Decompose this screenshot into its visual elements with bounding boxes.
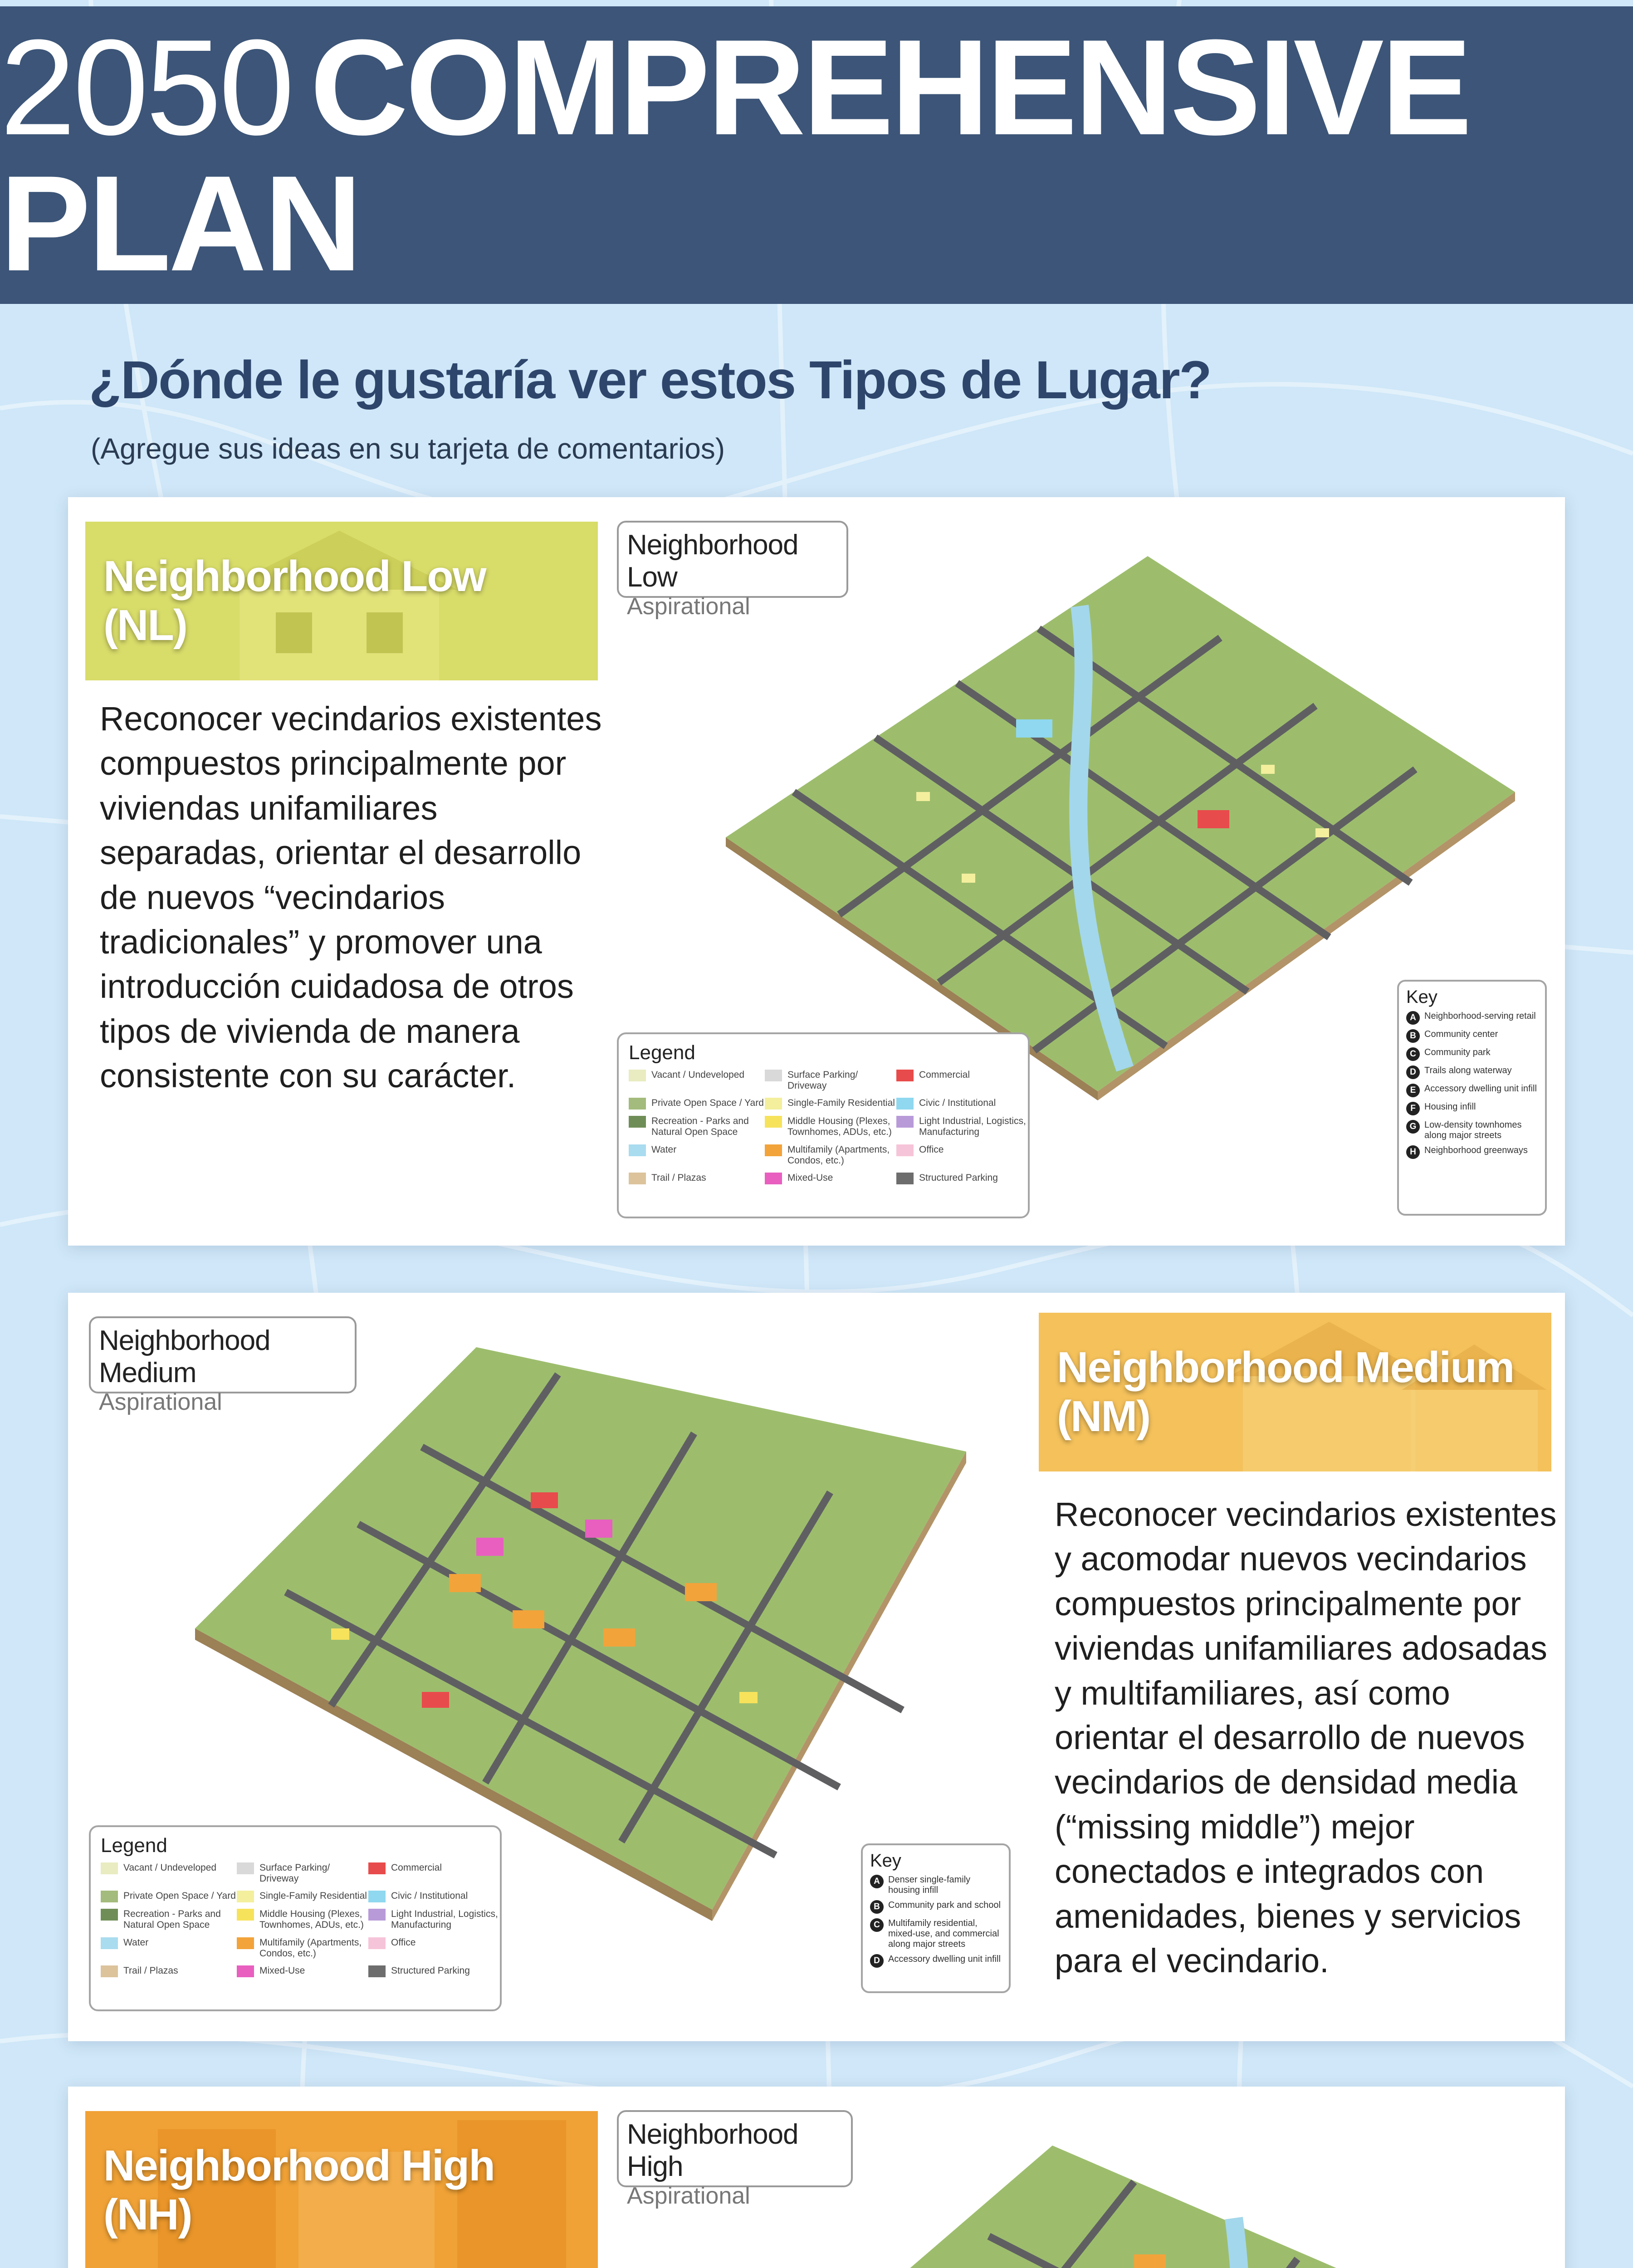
key-label: Accessory dwelling unit infill [1424, 1084, 1537, 1094]
legend-label: Light Industrial, Logistics, Manufacturing [391, 1909, 498, 1931]
banner-label: Neighborhood Medium (NM) [1057, 1343, 1514, 1441]
key-item [870, 1900, 1002, 1914]
legend-label: Civic / Institutional [919, 1098, 996, 1109]
legend-swatch [629, 1144, 646, 1156]
key-neighborhood-medium [861, 1843, 1011, 1993]
legend-neighborhood-medium [89, 1825, 502, 2011]
key-label: Trails along waterway [1424, 1066, 1512, 1075]
legend-swatch [629, 1173, 646, 1184]
key-item [1406, 1029, 1538, 1043]
legend-swatch [896, 1173, 914, 1184]
legend-swatch [237, 1909, 254, 1921]
key-label: Community center [1424, 1029, 1498, 1039]
legend-swatch [765, 1173, 782, 1184]
legend-label: Vacant / Undeveloped [651, 1070, 745, 1080]
key-item [1406, 1145, 1538, 1159]
legend-label: Recreation - Parks and Natural Open Space [651, 1116, 749, 1138]
legend-swatch [765, 1098, 782, 1110]
legend-swatch [765, 1116, 782, 1128]
key-label: Community park and school [888, 1900, 1001, 1910]
legend-grid [629, 1070, 1026, 1184]
legend-swatch [368, 1909, 386, 1921]
legend-swatch [368, 1891, 386, 1902]
intro-subtitle: (Agregue sus ideas en su tarjeta de comentarios) [91, 432, 725, 465]
description-neighborhood-medium: Reconocer vecindarios existentes y acomodar nuevos vecindarios compuestos principalmente por viviendas unifamiliares adosadas y multifamiliares, así como orientar el desarrollo de nuevos vecindarios de densidad media (“missing middle”) mejor conectados e integrados con amenidades, bienes y servicios para el vecindario. [1055, 1496, 1557, 1980]
legend-swatch [896, 1098, 914, 1110]
legend-item [368, 1909, 500, 1931]
legend-swatch [765, 1070, 782, 1081]
legend-swatch [237, 1937, 254, 1949]
legend-label: Private Open Space / Yard [651, 1098, 764, 1109]
legend-label: Single-Family Residential [787, 1098, 895, 1109]
legend-swatch [101, 1965, 118, 1977]
key-label: Denser single-family housing infill [888, 1875, 971, 1895]
legend-label: Office [391, 1937, 416, 1948]
key-label: Neighborhood-serving retail [1424, 1011, 1536, 1021]
legend-item [629, 1070, 765, 1091]
key-neighborhood-low [1397, 980, 1547, 1216]
description-neighborhood-low: Reconocer vecindarios existentes compuestos principalmente por viviendas unifamiliares separadas, orientar el desarrollo de nuevos “vecindarios tradicionales” y promover una introducción cuidadosa de otros tipos de vivienda de manera consistente con su carácter. [100, 700, 602, 1095]
legend-swatch [629, 1098, 646, 1110]
legend-label: Recreation - Parks and Natural Open Space [123, 1909, 221, 1931]
legend-swatch [101, 1937, 118, 1949]
key-letter: B [870, 1900, 884, 1914]
key-letter: H [1406, 1145, 1420, 1159]
legend-swatch [368, 1937, 386, 1949]
legend-item [237, 1909, 368, 1931]
key-label: Housing infill [1424, 1102, 1476, 1112]
legend-label: Trail / Plazas [651, 1172, 706, 1183]
legend-swatch [896, 1116, 914, 1128]
tag-title: Neighborhood High [627, 2119, 798, 2183]
legend-label: Civic / Institutional [391, 1891, 468, 1901]
key-letter: D [1406, 1066, 1420, 1079]
legend-item [237, 1965, 368, 1977]
banner-label: Neighborhood High (NH) [103, 2141, 494, 2239]
banner-neighborhood-low [85, 522, 598, 680]
key-letter: D [870, 1954, 884, 1968]
banner-neighborhood-medium [1039, 1313, 1551, 1471]
tag-subtitle: Aspirational [627, 593, 750, 620]
legend-swatch [237, 1891, 254, 1902]
legend-item [896, 1144, 1028, 1166]
legend-item [765, 1116, 896, 1138]
legend-item [368, 1862, 500, 1884]
legend-item [237, 1862, 368, 1884]
legend-swatch [237, 1862, 254, 1874]
tag-title: Neighborhood Low [627, 529, 798, 593]
legend-label: Multifamily (Apartments, Condos, etc.) [787, 1144, 890, 1166]
legend-item [368, 1937, 500, 1959]
legend-item [629, 1144, 765, 1166]
legend-swatch [896, 1070, 914, 1081]
key-title: Key [870, 1851, 901, 1871]
key-label: Accessory dwelling unit infill [888, 1954, 1001, 1964]
legend-swatch [101, 1862, 118, 1874]
legend-item [896, 1070, 1028, 1091]
legend-grid [101, 1862, 498, 1977]
legend-item [896, 1116, 1028, 1138]
legend-item [101, 1965, 237, 1977]
tag-subtitle: Aspirational [627, 2182, 750, 2209]
legend-swatch [368, 1965, 386, 1977]
legend-label: Middle Housing (Plexes, Townhomes, ADUs, etc.) [259, 1909, 364, 1931]
legend-item [896, 1098, 1028, 1110]
legend-label: Multifamily (Apartments, Condos, etc.) [259, 1937, 362, 1959]
legend-item [237, 1891, 368, 1902]
key-item [1406, 1047, 1538, 1061]
legend-item [629, 1098, 765, 1110]
legend-swatch [101, 1891, 118, 1902]
key-letter: G [1406, 1120, 1420, 1134]
legend-title: Legend [629, 1041, 695, 1064]
legend-label: Water [123, 1937, 149, 1948]
legend-item [101, 1909, 237, 1931]
panel-neighborhood-low [68, 497, 1565, 1246]
banner-neighborhood-high [85, 2111, 598, 2268]
panel-neighborhood-medium [68, 1293, 1565, 2041]
key-letter: F [1406, 1102, 1420, 1115]
legend-swatch [101, 1909, 118, 1921]
title-main: COMPREHENSIVE PLAN [0, 11, 1470, 299]
key-item [870, 1954, 1002, 1968]
legend-swatch [765, 1144, 782, 1156]
legend-item [629, 1116, 765, 1138]
key-letter: E [1406, 1084, 1420, 1097]
legend-item [237, 1937, 368, 1959]
legend-swatch [237, 1965, 254, 1977]
legend-item [629, 1173, 765, 1184]
key-title: Key [1406, 987, 1437, 1007]
legend-item [765, 1144, 896, 1166]
key-letter: A [870, 1875, 884, 1888]
legend-label: Office [919, 1144, 944, 1155]
legend-item [101, 1891, 237, 1902]
key-letter: C [1406, 1047, 1420, 1061]
key-list [870, 1875, 1002, 1968]
page-header [0, 6, 1633, 304]
legend-label: Surface Parking/ Driveway [787, 1070, 858, 1091]
legend-swatch [368, 1862, 386, 1874]
legend-item [896, 1173, 1028, 1184]
legend-label: Single-Family Residential [259, 1891, 367, 1901]
key-item [1406, 1102, 1538, 1115]
key-item [1406, 1066, 1538, 1079]
legend-label: Surface Parking/ Driveway [259, 1862, 330, 1884]
key-item [870, 1875, 1002, 1896]
legend-item [765, 1173, 896, 1184]
legend-label: Water [651, 1144, 677, 1155]
key-list [1406, 1011, 1538, 1159]
legend-label: Commercial [919, 1070, 970, 1080]
legend-item [368, 1965, 500, 1977]
intro-question: ¿Dónde le gustaría ver estos Tipos de Lugar? [89, 350, 1211, 410]
legend-label: Structured Parking [391, 1965, 470, 1976]
legend-label: Trail / Plazas [123, 1965, 178, 1976]
legend-item [101, 1937, 237, 1959]
legend-swatch [629, 1070, 646, 1081]
banner-label: Neighborhood Low (NL) [103, 552, 486, 650]
key-item [1406, 1011, 1538, 1025]
key-item [1406, 1084, 1538, 1097]
legend-label: Vacant / Undeveloped [123, 1862, 217, 1873]
key-letter: A [1406, 1011, 1420, 1025]
key-label: Neighborhood greenways [1424, 1145, 1528, 1155]
tag-title: Neighborhood Medium [99, 1325, 270, 1389]
key-label: Multifamily residential, mixed-use, and commercial along major streets [888, 1918, 999, 1949]
legend-item [765, 1070, 896, 1091]
legend-item [101, 1862, 237, 1884]
legend-label: Structured Parking [919, 1172, 998, 1183]
tag-subtitle: Aspirational [99, 1388, 222, 1415]
legend-label: Commercial [391, 1862, 442, 1873]
key-letter: B [1406, 1029, 1420, 1043]
legend-swatch [896, 1144, 914, 1156]
page-title [0, 11, 1633, 299]
legend-title: Legend [101, 1834, 167, 1857]
legend-label: Middle Housing (Plexes, Townhomes, ADUs, etc.) [787, 1116, 892, 1138]
legend-label: Mixed-Use [787, 1172, 833, 1183]
legend-label: Private Open Space / Yard [123, 1891, 236, 1901]
legend-swatch [629, 1116, 646, 1128]
legend-neighborhood-low [617, 1032, 1030, 1218]
panel-neighborhood-high [68, 2087, 1565, 2268]
key-letter: C [870, 1918, 884, 1932]
legend-item [765, 1098, 896, 1110]
key-label: Low-density townhomes along major streets [1424, 1120, 1522, 1140]
legend-label: Mixed-Use [259, 1965, 305, 1976]
isometric-map-neighborhood-high [726, 2146, 1524, 2268]
key-item [870, 1918, 1002, 1950]
title-year: 2050 [0, 11, 292, 163]
key-label: Community park [1424, 1047, 1491, 1057]
key-item [1406, 1120, 1538, 1141]
legend-label: Light Industrial, Logistics, Manufacturing [919, 1116, 1026, 1138]
legend-item [368, 1891, 500, 1902]
